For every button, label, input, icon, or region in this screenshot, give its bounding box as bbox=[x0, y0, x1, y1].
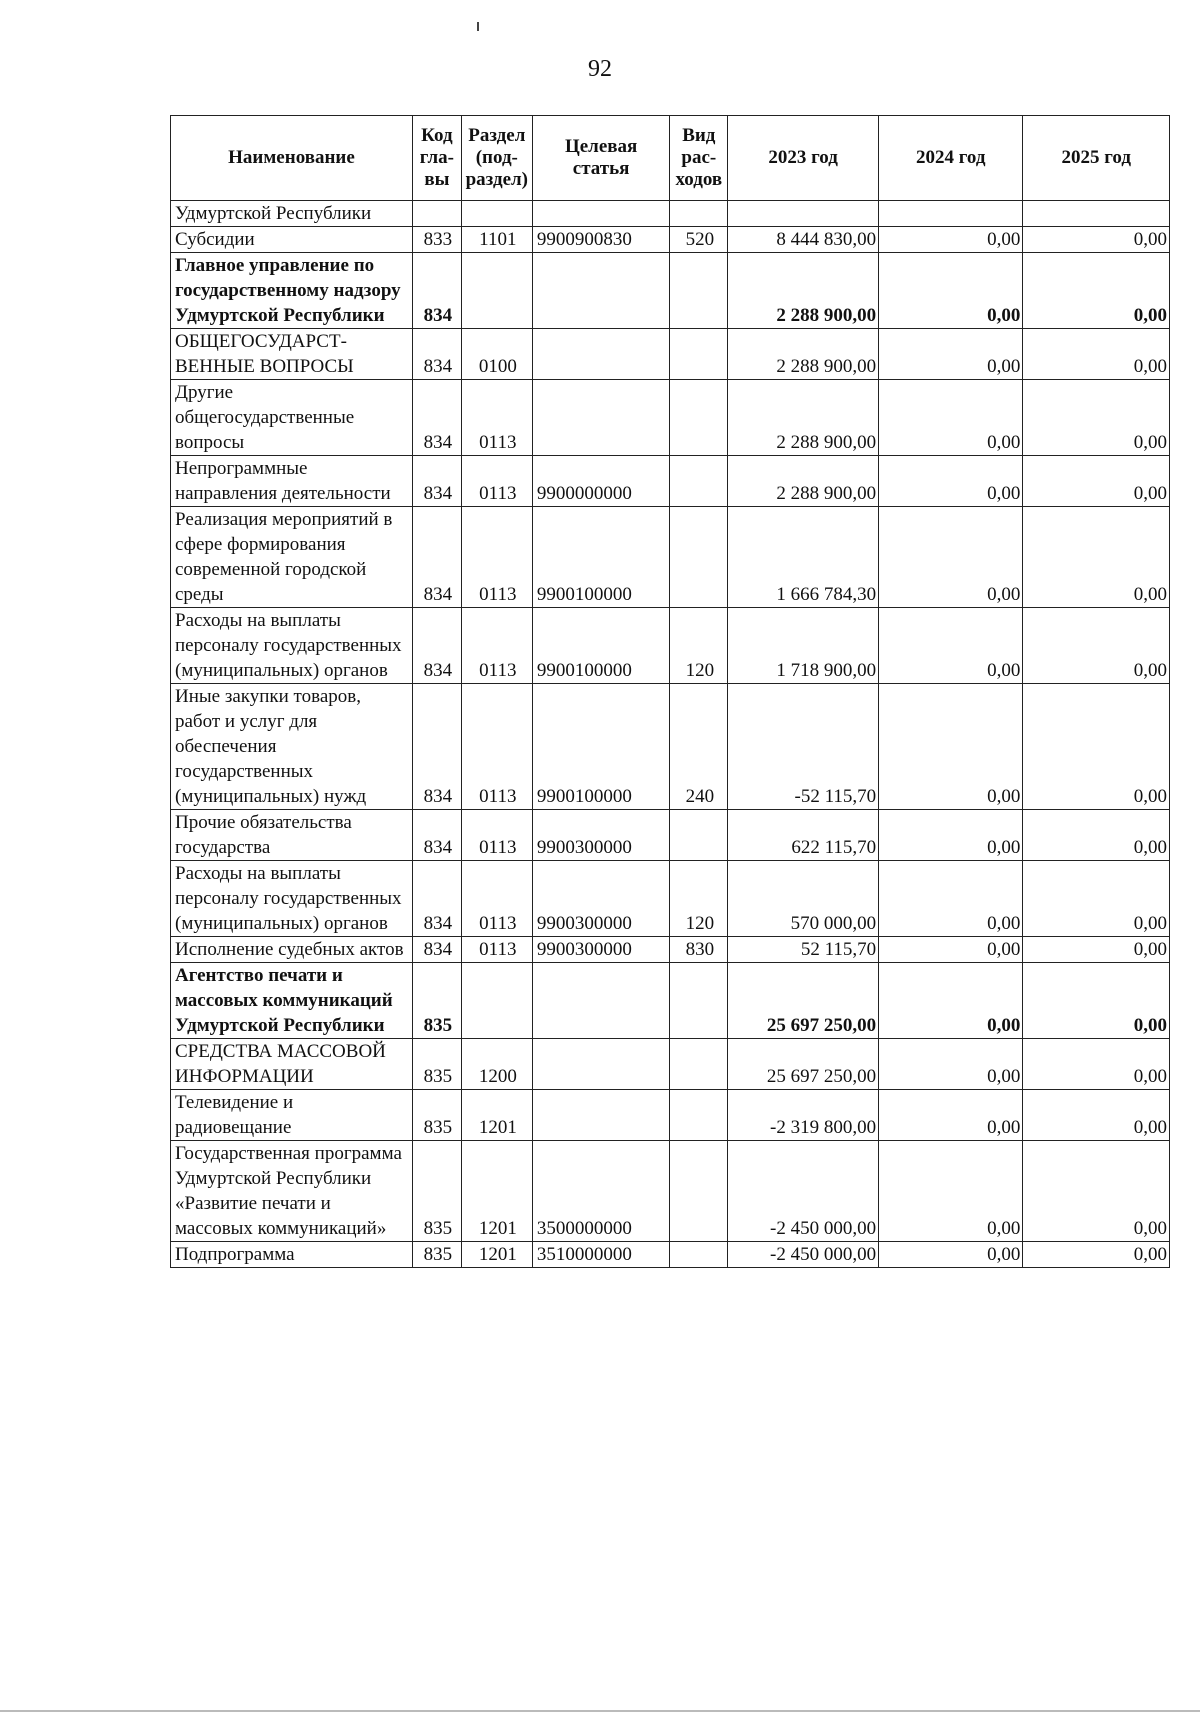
cell-2023 bbox=[728, 201, 879, 227]
cell-2023: -2 319 800,00 bbox=[728, 1090, 879, 1141]
cell-2025: 0,00 bbox=[1023, 507, 1170, 608]
cell-2023: 2 288 900,00 bbox=[728, 380, 879, 456]
cell-2024: 0,00 bbox=[879, 861, 1023, 937]
cell-chapter-code: 833 bbox=[412, 227, 461, 253]
cell-name: Агентство печати и массовых коммуникаций Удмуртской Республики bbox=[171, 963, 413, 1039]
cell-chapter-code: 834 bbox=[412, 253, 461, 329]
cell-chapter-code: 835 bbox=[412, 1039, 461, 1090]
table-row bbox=[171, 227, 1170, 253]
cell-2024 bbox=[879, 201, 1023, 227]
cell-chapter-code: 834 bbox=[412, 937, 461, 963]
cell-name: Иные закупки товаров, работ и услуг для обеспечения государственных (муниципальных) нужд bbox=[171, 684, 413, 810]
cell-expense-type bbox=[670, 380, 728, 456]
cell-chapter-code: 835 bbox=[412, 1242, 461, 1268]
cell-chapter-code: 834 bbox=[412, 380, 461, 456]
budget-table bbox=[170, 115, 1170, 1268]
cell-target-article bbox=[532, 253, 670, 329]
cell-target-article: 3510000000 bbox=[532, 1242, 670, 1268]
cell-2025: 0,00 bbox=[1023, 227, 1170, 253]
cell-2023: 2 288 900,00 bbox=[728, 329, 879, 380]
cell-expense-type bbox=[670, 963, 728, 1039]
cell-chapter-code: 834 bbox=[412, 861, 461, 937]
table-row bbox=[171, 1242, 1170, 1268]
cell-2023: -2 450 000,00 bbox=[728, 1141, 879, 1242]
cell-2024: 0,00 bbox=[879, 684, 1023, 810]
cell-target-article bbox=[532, 380, 670, 456]
col-header-2025: 2025 год bbox=[1023, 116, 1170, 201]
cell-section: 0113 bbox=[461, 507, 532, 608]
cell-target-article: 9900000000 bbox=[532, 456, 670, 507]
table-row bbox=[171, 810, 1170, 861]
table-row bbox=[171, 937, 1170, 963]
cell-target-article: 3500000000 bbox=[532, 1141, 670, 1242]
table-row bbox=[171, 380, 1170, 456]
cell-2024: 0,00 bbox=[879, 1242, 1023, 1268]
cell-2024: 0,00 bbox=[879, 380, 1023, 456]
cell-2025: 0,00 bbox=[1023, 1242, 1170, 1268]
cell-target-article bbox=[532, 1090, 670, 1141]
col-header-target-article: Целевая статья bbox=[532, 116, 670, 201]
cell-2025: 0,00 bbox=[1023, 963, 1170, 1039]
cell-expense-type bbox=[670, 1141, 728, 1242]
cell-target-article bbox=[532, 1039, 670, 1090]
cell-name: Другие общегосударственные вопросы bbox=[171, 380, 413, 456]
cell-2025: 0,00 bbox=[1023, 861, 1170, 937]
cell-chapter-code: 834 bbox=[412, 810, 461, 861]
cell-2025: 0,00 bbox=[1023, 456, 1170, 507]
cell-section: 1201 bbox=[461, 1090, 532, 1141]
cell-2024: 0,00 bbox=[879, 608, 1023, 684]
cell-2024: 0,00 bbox=[879, 456, 1023, 507]
cell-2025: 0,00 bbox=[1023, 1090, 1170, 1141]
cell-name: Государственная программа Удмуртской Республики «Развитие печати и массовых коммуникаций» bbox=[171, 1141, 413, 1242]
table-row bbox=[171, 1090, 1170, 1141]
cell-section: 0113 bbox=[461, 380, 532, 456]
cell-expense-type bbox=[670, 456, 728, 507]
cell-name: Прочие обязательства государства bbox=[171, 810, 413, 861]
cell-expense-type bbox=[670, 1242, 728, 1268]
col-header-2023: 2023 год bbox=[728, 116, 879, 201]
table-row bbox=[171, 456, 1170, 507]
cell-2025: 0,00 bbox=[1023, 1039, 1170, 1090]
cell-chapter-code: 835 bbox=[412, 1090, 461, 1141]
cell-section: 0113 bbox=[461, 937, 532, 963]
cell-2025: 0,00 bbox=[1023, 684, 1170, 810]
cell-chapter-code: 834 bbox=[412, 684, 461, 810]
col-header-name: Наименование bbox=[171, 116, 413, 201]
cell-2023: 25 697 250,00 bbox=[728, 963, 879, 1039]
cell-expense-type bbox=[670, 1039, 728, 1090]
cell-target-article bbox=[532, 963, 670, 1039]
cell-2023: -2 450 000,00 bbox=[728, 1242, 879, 1268]
cell-section: 1101 bbox=[461, 227, 532, 253]
table-row bbox=[171, 1039, 1170, 1090]
cell-name: Подпрограмма bbox=[171, 1242, 413, 1268]
cell-2025: 0,00 bbox=[1023, 380, 1170, 456]
table-row bbox=[171, 963, 1170, 1039]
cell-name: Расходы на выплаты персоналу государственных (муниципальных) органов bbox=[171, 861, 413, 937]
cell-expense-type: 520 bbox=[670, 227, 728, 253]
cell-section bbox=[461, 201, 532, 227]
cell-name: Субсидии bbox=[171, 227, 413, 253]
cell-name: СРЕДСТВА МАССОВОЙ ИНФОРМАЦИИ bbox=[171, 1039, 413, 1090]
cell-name: Расходы на выплаты персоналу государственных (муниципальных) органов bbox=[171, 608, 413, 684]
cell-2025: 0,00 bbox=[1023, 937, 1170, 963]
cell-target-article: 9900300000 bbox=[532, 810, 670, 861]
cell-chapter-code: 835 bbox=[412, 963, 461, 1039]
cell-2023: 25 697 250,00 bbox=[728, 1039, 879, 1090]
cell-section: 0113 bbox=[461, 861, 532, 937]
table-row bbox=[171, 1141, 1170, 1242]
cell-name: Исполнение судебных актов bbox=[171, 937, 413, 963]
cell-section: 1200 bbox=[461, 1039, 532, 1090]
cell-target-article: 9900300000 bbox=[532, 937, 670, 963]
cell-expense-type: 120 bbox=[670, 861, 728, 937]
cell-expense-type bbox=[670, 810, 728, 861]
cell-2023: 1 666 784,30 bbox=[728, 507, 879, 608]
page-number: 92 bbox=[588, 56, 612, 82]
cell-name: Реализация мероприятий в сфере формирования современной городской среды bbox=[171, 507, 413, 608]
col-header-chapter-code: Код гла-вы bbox=[412, 116, 461, 201]
cell-expense-type: 120 bbox=[670, 608, 728, 684]
cell-name: Главное управление по государственному надзору Удмуртской Республики bbox=[171, 253, 413, 329]
cell-section bbox=[461, 253, 532, 329]
cell-2025: 0,00 bbox=[1023, 1141, 1170, 1242]
cell-2024: 0,00 bbox=[879, 329, 1023, 380]
cell-2023: 622 115,70 bbox=[728, 810, 879, 861]
cell-chapter-code: 834 bbox=[412, 329, 461, 380]
cell-2025: 0,00 bbox=[1023, 810, 1170, 861]
cell-2024: 0,00 bbox=[879, 1090, 1023, 1141]
cell-2023: 570 000,00 bbox=[728, 861, 879, 937]
cell-2024: 0,00 bbox=[879, 810, 1023, 861]
cell-section bbox=[461, 963, 532, 1039]
cell-2024: 0,00 bbox=[879, 1039, 1023, 1090]
cell-target-article: 9900100000 bbox=[532, 608, 670, 684]
cell-2025: 0,00 bbox=[1023, 253, 1170, 329]
table-row bbox=[171, 201, 1170, 227]
cell-target-article bbox=[532, 329, 670, 380]
cell-expense-type bbox=[670, 1090, 728, 1141]
cell-target-article bbox=[532, 201, 670, 227]
col-header-2024: 2024 год bbox=[879, 116, 1023, 201]
cell-2024: 0,00 bbox=[879, 963, 1023, 1039]
table-row bbox=[171, 608, 1170, 684]
scan-mark bbox=[477, 22, 479, 31]
table-header-row bbox=[171, 116, 1170, 201]
col-header-expense-type: Вид рас-ходов bbox=[670, 116, 728, 201]
cell-expense-type bbox=[670, 329, 728, 380]
cell-2025: 0,00 bbox=[1023, 608, 1170, 684]
table-row bbox=[171, 861, 1170, 937]
cell-section: 0113 bbox=[461, 608, 532, 684]
cell-target-article: 9900100000 bbox=[532, 684, 670, 810]
cell-section: 0100 bbox=[461, 329, 532, 380]
cell-expense-type: 240 bbox=[670, 684, 728, 810]
cell-chapter-code bbox=[412, 201, 461, 227]
cell-2023: 1 718 900,00 bbox=[728, 608, 879, 684]
cell-section: 0113 bbox=[461, 456, 532, 507]
cell-2023: -52 115,70 bbox=[728, 684, 879, 810]
cell-name: Телевидение и радиовещание bbox=[171, 1090, 413, 1141]
cell-expense-type bbox=[670, 507, 728, 608]
cell-2024: 0,00 bbox=[879, 937, 1023, 963]
cell-2024: 0,00 bbox=[879, 253, 1023, 329]
cell-name: Удмуртской Республики bbox=[171, 201, 413, 227]
cell-chapter-code: 835 bbox=[412, 1141, 461, 1242]
cell-chapter-code: 834 bbox=[412, 608, 461, 684]
col-header-section: Раздел (под-раздел) bbox=[461, 116, 532, 201]
cell-2023: 52 115,70 bbox=[728, 937, 879, 963]
cell-2024: 0,00 bbox=[879, 227, 1023, 253]
cell-2024: 0,00 bbox=[879, 507, 1023, 608]
table-row bbox=[171, 684, 1170, 810]
cell-target-article: 9900100000 bbox=[532, 507, 670, 608]
cell-2025 bbox=[1023, 201, 1170, 227]
cell-chapter-code: 834 bbox=[412, 456, 461, 507]
cell-2023: 8 444 830,00 bbox=[728, 227, 879, 253]
cell-section: 0113 bbox=[461, 810, 532, 861]
cell-chapter-code: 834 bbox=[412, 507, 461, 608]
cell-target-article: 9900300000 bbox=[532, 861, 670, 937]
cell-expense-type bbox=[670, 201, 728, 227]
cell-section: 1201 bbox=[461, 1141, 532, 1242]
table-row bbox=[171, 329, 1170, 380]
cell-section: 1201 bbox=[461, 1242, 532, 1268]
cell-2023: 2 288 900,00 bbox=[728, 456, 879, 507]
table-row bbox=[171, 507, 1170, 608]
cell-section: 0113 bbox=[461, 684, 532, 810]
cell-2024: 0,00 bbox=[879, 1141, 1023, 1242]
cell-2025: 0,00 bbox=[1023, 329, 1170, 380]
cell-name: ОБЩЕГОСУДАРСТ-ВЕННЫЕ ВОПРОСЫ bbox=[171, 329, 413, 380]
cell-name: Непрограммные направления деятельности bbox=[171, 456, 413, 507]
table-row bbox=[171, 253, 1170, 329]
cell-target-article: 9900900830 bbox=[532, 227, 670, 253]
cell-expense-type bbox=[670, 253, 728, 329]
cell-expense-type: 830 bbox=[670, 937, 728, 963]
cell-2023: 2 288 900,00 bbox=[728, 253, 879, 329]
